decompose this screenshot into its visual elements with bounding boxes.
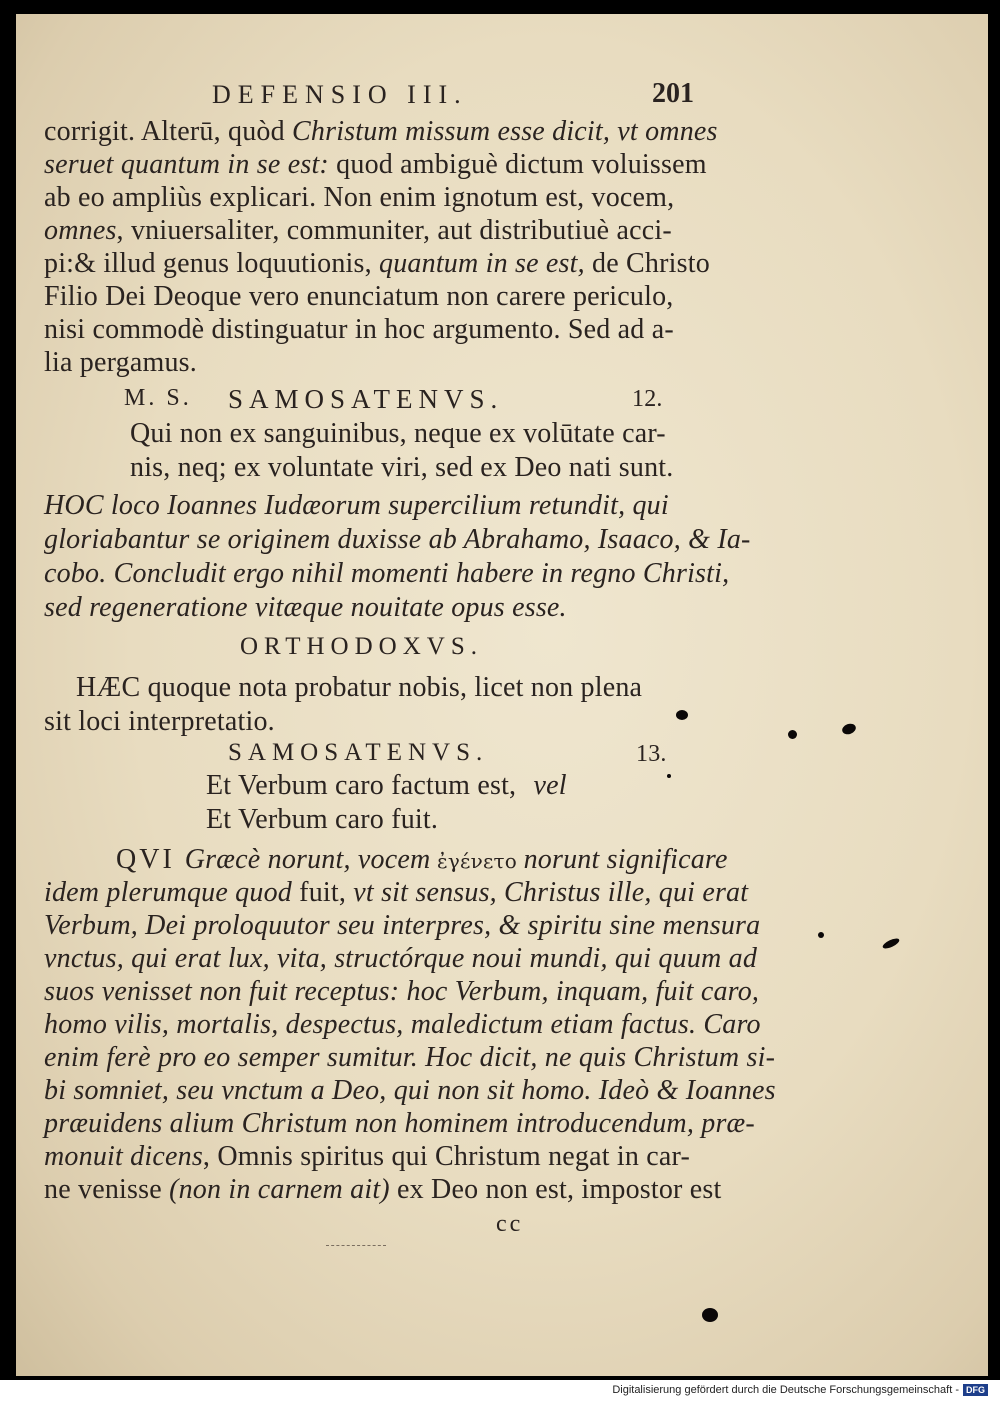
text-line: pi:& illud genus loquutionis, quantum in se est, de Christo bbox=[44, 248, 710, 279]
text-line: corrigit. Alterū, quòd Christum missum esse dicit, vt omnes bbox=[44, 116, 718, 147]
section-number: 13. bbox=[636, 741, 667, 767]
text-line: idem plerumque quod fuit, vt sit sensus, Christus ille, qui erat bbox=[44, 877, 749, 908]
text-line: sit loci interpretatio. bbox=[44, 706, 275, 737]
footer-text: Digitalisierung gefördert durch die Deutsche Forschungsgemeinschaft - bbox=[612, 1384, 959, 1396]
faint-mark bbox=[326, 1245, 386, 1247]
text-line: HOC loco Ioannes Iudæorum supercilium retundit, qui bbox=[44, 490, 669, 521]
text-line: lia pergamus. bbox=[44, 347, 197, 378]
book-page bbox=[16, 14, 988, 1376]
text-line: gloriabantur se originem duxisse ab Abrahamo, Isaaco, & Ia- bbox=[44, 524, 751, 555]
text-line: suos venisset non fuit receptus: hoc Verbum, inquam, fuit caro, bbox=[44, 976, 760, 1007]
text-line: præuidens alium Christum non hominem introducendum, præ- bbox=[44, 1108, 755, 1139]
ink-speck bbox=[702, 1308, 718, 1322]
text-line: Filio Dei Deoque vero enunciatum non carere periculo, bbox=[44, 281, 674, 312]
text-line: Verbum, Dei proloquutor seu interpres, & spiritu sine mensura bbox=[44, 910, 761, 941]
text-line: vnctus, qui erat lux, vita, structórque noui mundi, qui quum ad bbox=[44, 943, 758, 974]
text-line: ab eo ampliùs explicari. Non enim ignotum est, vocem, bbox=[44, 182, 675, 213]
page-number: 201 bbox=[652, 78, 694, 109]
footer bbox=[612, 1384, 988, 1396]
text-line: nisi commodè distinguatur in hoc argumento. Sed ad a- bbox=[44, 314, 674, 345]
text-line: ne venisse (non in carnem ait) ex Deo non est, impostor est bbox=[44, 1174, 722, 1205]
dfg-logo: DFG bbox=[963, 1384, 988, 1396]
text-line: enim ferè pro eo semper sumitur. Hoc dicit, ne quis Christum si- bbox=[44, 1042, 776, 1073]
section-title: SAMOSATENVS. bbox=[228, 739, 489, 766]
text-line: monuit dicens, Omnis spiritus qui Christum negat in car- bbox=[44, 1141, 691, 1172]
quote-line: nis, neq; ex voluntate viri, sed ex Deo nati sunt. bbox=[130, 452, 674, 483]
ink-speck bbox=[841, 722, 858, 736]
catchword: cc bbox=[496, 1211, 524, 1237]
text-line: bi somniet, seu vnctum a Deo, qui non sit homo. Ideò & Ioannes bbox=[44, 1075, 776, 1106]
ink-speck bbox=[818, 932, 824, 938]
running-title: DEFENSIO III. bbox=[212, 80, 468, 109]
text-line: seruet quantum in se est: quod ambiguè dictum voluissem bbox=[44, 149, 707, 180]
text-line: HÆC quoque nota probatur nobis, licet non plena bbox=[76, 672, 643, 703]
ink-speck bbox=[667, 774, 671, 778]
section-title: SAMOSATENVS. bbox=[228, 384, 504, 414]
ink-speck bbox=[881, 937, 900, 951]
text-line: QVI Græcè norunt, vocem ἐγένετο norunt significare bbox=[116, 844, 728, 875]
text-line: sed regeneratione vitæque nouitate opus esse. bbox=[44, 592, 567, 623]
quote-line: Et Verbum caro fuit. bbox=[206, 804, 439, 835]
quote-line: Et Verbum caro factum est, vel bbox=[206, 770, 567, 801]
section-number: 12. bbox=[632, 386, 663, 412]
text-line: cobo. Concludit ergo nihil momenti habere in regno Christi, bbox=[44, 558, 730, 589]
text-line: omnes, vniuersaliter, communiter, aut distributiuè acci- bbox=[44, 215, 672, 246]
section-title: ORTHODOXVS. bbox=[240, 633, 483, 660]
text-line: homo vilis, mortalis, despectus, maledictum etiam factus. Caro bbox=[44, 1009, 761, 1040]
section-label: M. S. bbox=[124, 385, 192, 411]
ink-speck bbox=[788, 730, 797, 739]
quote-line: Qui non ex sanguinibus, neque ex volūtate car- bbox=[130, 418, 666, 449]
ink-speck bbox=[676, 710, 688, 720]
